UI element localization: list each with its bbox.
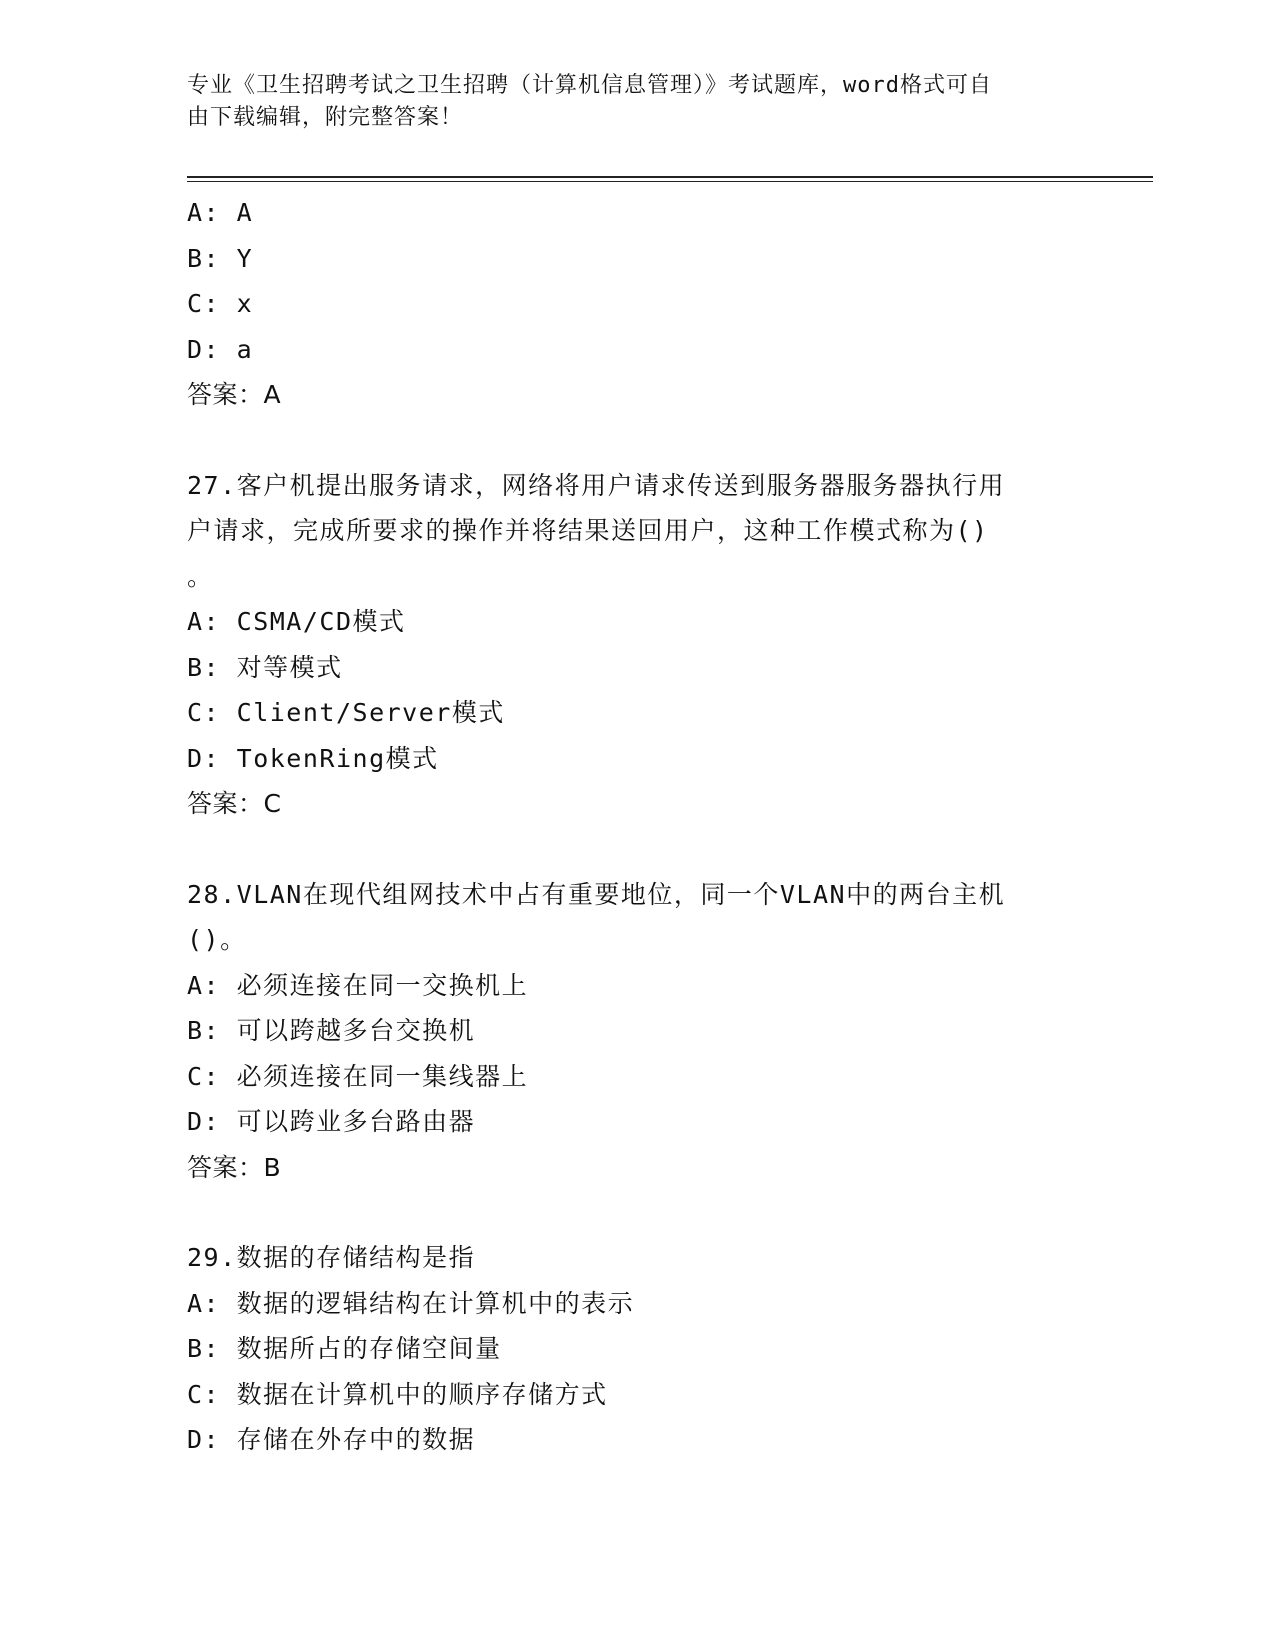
question-spacer: [187, 827, 1087, 872]
document-header-note: [187, 70, 1067, 134]
option-b: B: 数据所占的存储空间量: [187, 1334, 502, 1363]
answer-line: 答案：A: [187, 380, 282, 409]
question-28-text-line-2: ()。: [187, 925, 247, 954]
question-27-text-line-3: 。: [187, 561, 214, 591]
question-28-text-line-1: 28.VLAN在现代组网技术中占有重要地位，同一个VLAN中的两台主机: [187, 879, 1006, 909]
header-divider-thin: [187, 181, 1153, 182]
question-27-text-line-2: 户请求，完成所要求的操作并将结果送回用户，这种工作模式称为(): [187, 516, 989, 545]
option-d: D: 可以跨业多台路由器: [187, 1107, 476, 1136]
option-a: A: 必须连接在同一交换机上: [187, 970, 529, 1000]
option-b: B: 对等模式: [187, 652, 343, 682]
header-note-line-2: 由下载编辑，附完整答案！: [187, 105, 464, 130]
question-spacer: [187, 418, 1087, 463]
option-a: A: 数据的逻辑结构在计算机中的表示: [187, 1288, 635, 1318]
question-block-28: [187, 872, 1087, 1191]
answer-line: 答案：B: [187, 1152, 282, 1182]
question-spacer: [187, 1190, 1087, 1235]
question-block-26: [187, 190, 1087, 418]
question-list: [187, 190, 1087, 1463]
option-b: B: Y: [187, 243, 254, 273]
header-note-line-1: 专业《卫生招聘考试之卫生招聘（计算机信息管理）》考试题库，word格式可自: [187, 73, 992, 98]
option-b: B: 可以跨越多台交换机: [187, 1016, 476, 1045]
option-c: C: 数据在计算机中的顺序存储方式: [187, 1379, 608, 1409]
option-d: D: TokenRing模式: [187, 743, 439, 773]
option-c: C: x: [187, 289, 254, 318]
option-c: C: Client/Server模式: [187, 698, 505, 727]
question-block-29: [187, 1235, 1087, 1463]
option-a: A: A: [187, 198, 254, 227]
option-a: A: CSMA/CD模式: [187, 607, 406, 636]
option-d: D: 存储在外存中的数据: [187, 1425, 476, 1454]
question-block-27: [187, 463, 1087, 827]
header-divider-thick: [187, 176, 1153, 178]
option-c: C: 必须连接在同一集线器上: [187, 1061, 529, 1091]
answer-line: 答案：C: [187, 789, 282, 818]
question-27-text-line-1: 27.客户机提出服务请求，网络将用户请求传送到服务器服务器执行用: [187, 470, 1006, 500]
option-d: D: a: [187, 334, 254, 364]
question-29-text-line-1: 29.数据的存储结构是指: [187, 1243, 476, 1272]
